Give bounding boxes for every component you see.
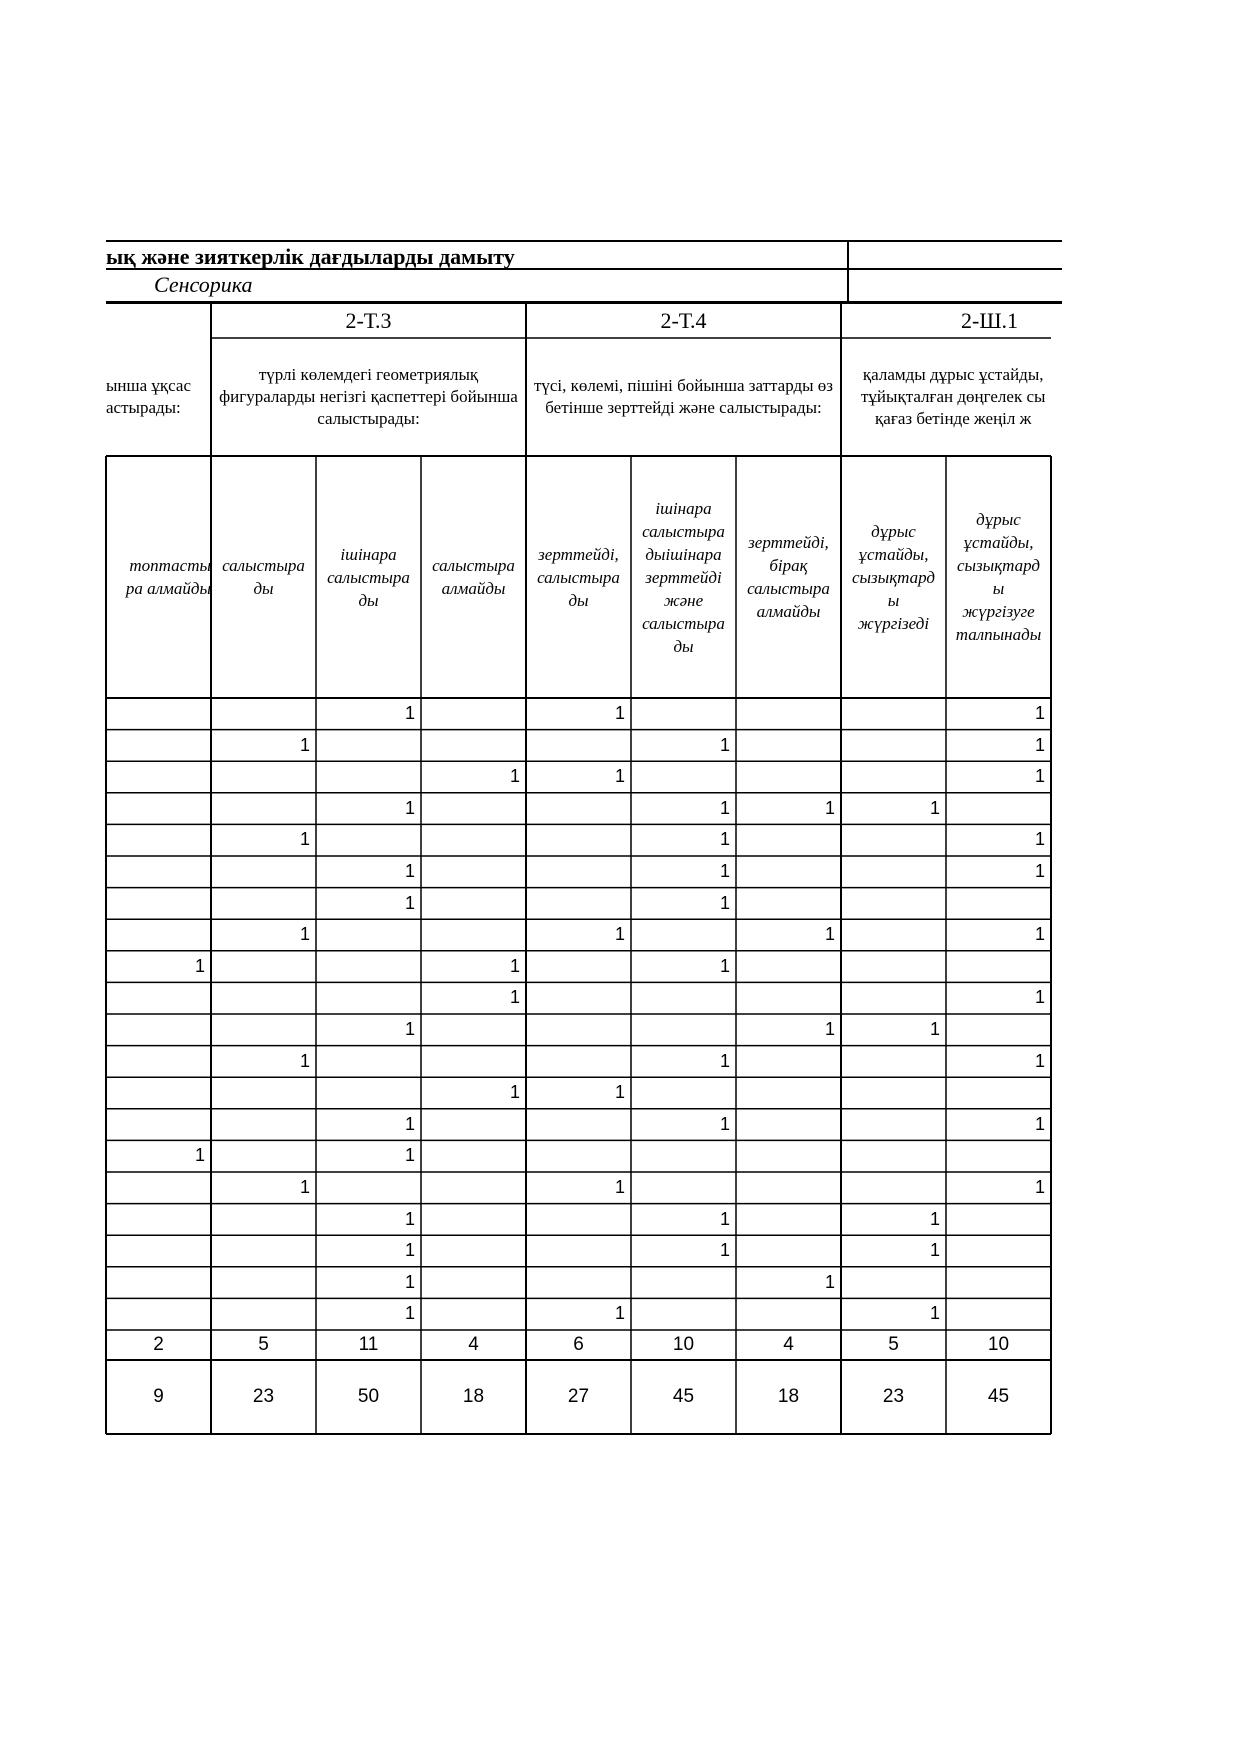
table-cell <box>526 1014 631 1046</box>
table-cell <box>421 698 526 730</box>
table-cell: 1 <box>719 1050 730 1071</box>
table-cell <box>106 1077 211 1109</box>
column-header: дұрыс ұстайды, сызықтард ы жүргізеді <box>851 521 936 633</box>
table-cell: 1 <box>404 1271 415 1292</box>
table-cell: 1 <box>614 1177 625 1197</box>
table-cell: 1 <box>404 1240 415 1261</box>
table-cell <box>316 761 421 793</box>
section-title: ық және зияткерлік дағдыларды дамыту <box>106 244 515 269</box>
table-cell <box>211 888 316 920</box>
total-cell: 11 <box>358 1334 379 1355</box>
table-cell: 1 <box>929 1303 940 1324</box>
table-cell <box>736 824 841 856</box>
table-cell <box>316 824 421 856</box>
percent-cell: 45 <box>987 1386 1010 1407</box>
table-cell <box>316 951 421 983</box>
table-cell <box>106 1267 211 1299</box>
table-cell: 1 <box>824 1019 835 1039</box>
table-cell <box>631 1298 736 1330</box>
table-cell <box>736 1298 841 1330</box>
table-cell <box>526 730 631 762</box>
table-cell <box>841 1267 946 1299</box>
section-title-bar <box>106 240 1062 270</box>
table-cell <box>211 1140 316 1172</box>
table-cell <box>526 1109 631 1141</box>
percent-cell: 27 <box>567 1386 590 1407</box>
table-cell <box>316 730 421 762</box>
table-cell <box>421 856 526 888</box>
table-cell <box>316 1172 421 1204</box>
table-cell: 1 <box>404 1208 415 1229</box>
table-cell <box>841 1172 946 1204</box>
table-cell <box>841 1077 946 1109</box>
table-cell: 1 <box>719 1113 730 1134</box>
table-cell <box>106 1204 211 1236</box>
group-description: ынша ұқсас астырады: <box>106 376 192 417</box>
table-cell <box>841 1046 946 1078</box>
table-cell <box>526 951 631 983</box>
table-cell <box>946 793 1051 825</box>
column-header: зерттейді, салыстыра ды <box>537 544 620 610</box>
table-cell: 1 <box>404 1019 415 1039</box>
column-header: топтасты ра алмайды <box>125 556 211 598</box>
group-code: 2-Ш.1 <box>961 308 1019 333</box>
table-cell <box>316 982 421 1014</box>
table-cell <box>631 1014 736 1046</box>
table-cell <box>421 1109 526 1141</box>
table-cell <box>736 730 841 762</box>
table-cell <box>106 1235 211 1267</box>
table-cell <box>736 1046 841 1078</box>
table-cell <box>106 919 211 951</box>
table-cell <box>631 1267 736 1299</box>
table-cell: 1 <box>614 1303 625 1324</box>
table-cell <box>211 856 316 888</box>
table-cell: 1 <box>824 924 835 945</box>
total-cell: 10 <box>672 1334 695 1355</box>
table-cell: 1 <box>1034 987 1045 1008</box>
table-cell <box>631 919 736 951</box>
table-cell <box>106 856 211 888</box>
table-cell <box>841 951 946 983</box>
table-cell: 1 <box>194 955 205 976</box>
percent-cell: 18 <box>462 1386 485 1407</box>
table-cell: 1 <box>1034 734 1045 755</box>
group-description: түсі, көлемі, пішіні бойынша заттарды өз бетінше зерттейді және салыстырады: <box>533 376 834 417</box>
table-cell: 1 <box>509 1082 520 1103</box>
table-cell <box>211 1298 316 1330</box>
table-cell <box>631 761 736 793</box>
table-cell: 1 <box>404 892 415 913</box>
column-header: дұрыс ұстайды, сызықтард ы жүргізуге талпынады <box>955 510 1042 644</box>
table-cell: 1 <box>824 1271 835 1292</box>
table-cell: 1 <box>614 703 625 723</box>
table-cell: 1 <box>929 1240 940 1261</box>
percent-cell: 18 <box>777 1386 800 1407</box>
table-cell <box>946 951 1051 983</box>
table-cell: 1 <box>1034 861 1045 881</box>
table-cell <box>736 951 841 983</box>
table-cell <box>736 888 841 920</box>
table-cell: 1 <box>614 1082 625 1103</box>
table-cell <box>841 888 946 920</box>
table-cell <box>631 1172 736 1204</box>
table-cell: 1 <box>1034 924 1045 945</box>
table-cell <box>631 982 736 1014</box>
table-cell <box>736 982 841 1014</box>
table-cell <box>211 761 316 793</box>
column-header: ішінара салыстыра дыішінара зерттейді және салыстыра ды <box>642 498 725 656</box>
table-cell: 1 <box>1034 766 1045 787</box>
table-cell <box>211 1204 316 1236</box>
column-header: салыстыра ды <box>222 556 305 598</box>
table-cell <box>526 1046 631 1078</box>
table-cell <box>421 1140 526 1172</box>
table-cell: 1 <box>719 734 730 755</box>
table-cell <box>946 1298 1051 1330</box>
table-cell <box>421 1046 526 1078</box>
table-cell <box>211 1267 316 1299</box>
table-cell <box>106 1109 211 1141</box>
table-cell <box>211 982 316 1014</box>
table-cell: 1 <box>1034 1050 1045 1071</box>
table-cell <box>736 1204 841 1236</box>
group-description: түрлі көлемдегі геометриялық фигураларды негізгі қаспеттері бойынша салыстырады: <box>219 365 518 428</box>
table-cell: 1 <box>194 1145 205 1166</box>
table-cell <box>631 698 736 730</box>
table-cell <box>841 982 946 1014</box>
table-cell <box>211 1077 316 1109</box>
table-cell <box>106 982 211 1014</box>
table-cell: 1 <box>404 797 415 818</box>
table-cell <box>946 1077 1051 1109</box>
table-cell: 1 <box>719 892 730 913</box>
table-cell <box>841 919 946 951</box>
table-cell <box>211 793 316 825</box>
table-cell: 1 <box>404 1303 415 1324</box>
table-cell: 1 <box>1034 703 1045 723</box>
table-cell <box>526 982 631 1014</box>
table-cell: 1 <box>299 1177 310 1197</box>
table-cell <box>841 856 946 888</box>
group-code <box>106 304 211 338</box>
table-cell <box>841 761 946 793</box>
table-cell <box>316 919 421 951</box>
table-cell <box>106 824 211 856</box>
table-cell: 1 <box>299 829 310 850</box>
table-cell: 1 <box>929 797 940 818</box>
table-cell <box>526 888 631 920</box>
total-cell: 4 <box>783 1334 794 1355</box>
table-cell: 1 <box>719 1240 730 1261</box>
table-cell <box>946 888 1051 920</box>
table-cell <box>106 888 211 920</box>
table-cell <box>316 1077 421 1109</box>
table-cell <box>211 1014 316 1046</box>
table-cell <box>946 1204 1051 1236</box>
table-cell <box>736 761 841 793</box>
table-cell: 1 <box>299 734 310 755</box>
column-header: салыстыра алмайды <box>432 556 515 598</box>
table-cell <box>211 951 316 983</box>
table-cell: 1 <box>404 703 415 723</box>
total-cell: 6 <box>573 1334 584 1355</box>
percent-cell: 23 <box>882 1386 905 1407</box>
column-header: ішінара салыстыра ды <box>327 544 410 610</box>
table-cell <box>526 1267 631 1299</box>
percent-cell: 50 <box>357 1386 380 1407</box>
table-cell: 1 <box>509 955 520 976</box>
table-cell: 1 <box>404 1145 415 1166</box>
table-cell <box>421 888 526 920</box>
table-cell <box>526 1204 631 1236</box>
table-cell <box>526 1140 631 1172</box>
percent-cell: 23 <box>252 1386 275 1407</box>
table-cell <box>211 1109 316 1141</box>
table-cell <box>736 856 841 888</box>
table-cell <box>421 1172 526 1204</box>
table-cell <box>526 824 631 856</box>
table-cell <box>106 698 211 730</box>
table-cell <box>421 730 526 762</box>
table-cell: 1 <box>404 1113 415 1134</box>
table-cell <box>736 1235 841 1267</box>
table-cell <box>106 1172 211 1204</box>
table-cell: 1 <box>929 1019 940 1039</box>
table-cell <box>736 698 841 730</box>
table-cell <box>316 1046 421 1078</box>
table-cell <box>946 1140 1051 1172</box>
table-cell <box>106 761 211 793</box>
table-cell <box>106 730 211 762</box>
table-cell: 1 <box>1034 829 1045 850</box>
table-cell <box>421 793 526 825</box>
table-cell <box>841 698 946 730</box>
table-cell: 1 <box>719 829 730 850</box>
column-header: зерттейді, бірақ салыстыра алмайды <box>747 533 830 621</box>
table-cell <box>421 1298 526 1330</box>
table-cell <box>106 1014 211 1046</box>
table-cell <box>946 1014 1051 1046</box>
table-cell: 1 <box>614 924 625 945</box>
table-cell <box>631 1077 736 1109</box>
percent-cell: 45 <box>672 1386 695 1407</box>
table-cell <box>106 1046 211 1078</box>
table-cell <box>946 1267 1051 1299</box>
table-cell: 1 <box>824 797 835 818</box>
table-cell <box>946 1235 1051 1267</box>
title-column-divider <box>847 240 849 304</box>
table-cell: 1 <box>509 987 520 1008</box>
table-cell: 1 <box>509 766 520 787</box>
section-subtitle: Сенсорика <box>154 272 253 297</box>
table-cell <box>421 1204 526 1236</box>
table-cell: 1 <box>719 1208 730 1229</box>
total-cell: 10 <box>987 1334 1010 1355</box>
table-cell: 1 <box>299 1050 310 1071</box>
total-cell: 2 <box>153 1334 164 1355</box>
table-cell <box>106 793 211 825</box>
table-cell: 1 <box>719 797 730 818</box>
table-cell: 1 <box>929 1208 940 1229</box>
table-cell <box>841 730 946 762</box>
table-cell <box>526 1235 631 1267</box>
table-cell <box>421 1235 526 1267</box>
table-cell: 1 <box>614 766 625 787</box>
table-cell: 1 <box>1034 1177 1045 1197</box>
group-description: қаламды дұрыс ұстайды, тұйықталған дөңгелек сы қағаз бетінде жеңіл ж <box>861 365 1046 428</box>
table-cell: 1 <box>719 861 730 881</box>
group-code: 2-Т.3 <box>345 308 392 333</box>
table-cell <box>841 1109 946 1141</box>
table-cell <box>736 1140 841 1172</box>
table-cell <box>421 824 526 856</box>
section-subtitle-bar <box>106 270 1062 304</box>
total-cell: 4 <box>468 1334 479 1355</box>
table-cell <box>421 919 526 951</box>
table-cell <box>421 1267 526 1299</box>
table-cell <box>736 1109 841 1141</box>
percent-cell: 9 <box>153 1386 164 1407</box>
table-cell <box>526 856 631 888</box>
group-code: 2-Т.4 <box>660 308 707 333</box>
table-cell <box>106 1298 211 1330</box>
table-cell: 1 <box>299 924 310 945</box>
table-cell <box>736 1172 841 1204</box>
total-cell: 5 <box>258 1334 269 1355</box>
total-cell: 5 <box>888 1334 899 1355</box>
table-cell <box>736 1077 841 1109</box>
table-cell <box>211 698 316 730</box>
table-cell <box>421 1014 526 1046</box>
table-cell: 1 <box>719 955 730 976</box>
table-cell: 1 <box>1034 1113 1045 1134</box>
table-cell <box>631 1140 736 1172</box>
table-cell: 1 <box>404 861 415 881</box>
table-cell <box>841 824 946 856</box>
table-cell <box>211 1235 316 1267</box>
table-cell <box>526 793 631 825</box>
table-cell <box>841 1140 946 1172</box>
